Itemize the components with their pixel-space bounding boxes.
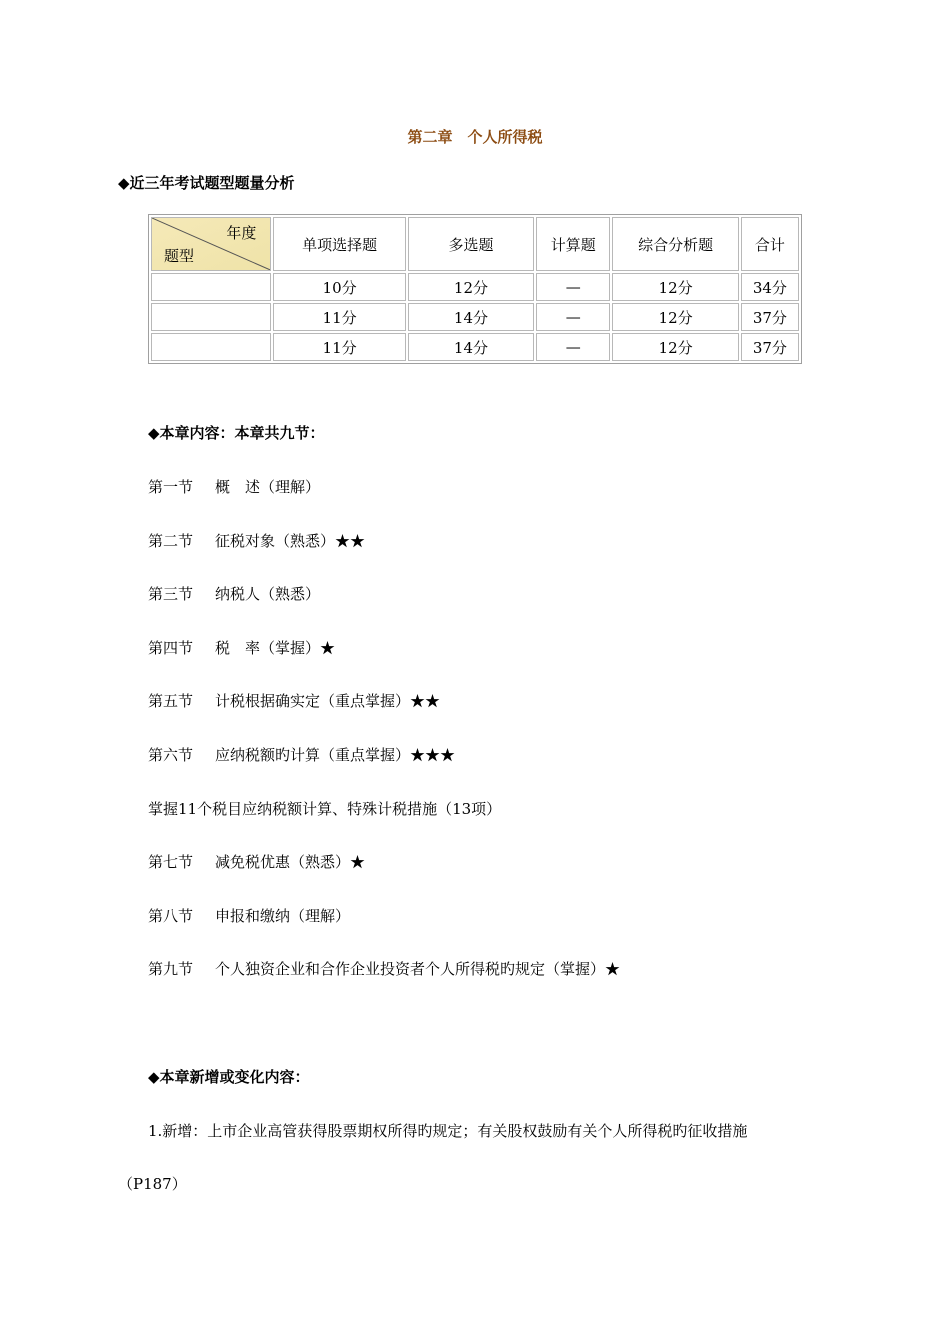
table-row <box>151 273 799 301</box>
section-line <box>148 476 320 497</box>
section-text: 税 率（掌握）★ <box>215 639 336 657</box>
table-corner-cell <box>151 217 271 271</box>
table-cell: — <box>536 333 610 361</box>
changes-paragraph-line2: （P187） <box>118 1175 187 1193</box>
table-cell: 10分 <box>273 273 405 301</box>
section-line <box>148 690 440 711</box>
section-text: 征税对象（熟悉）★★ <box>215 532 366 550</box>
header-total: 合计 <box>741 217 799 271</box>
section-number: 第六节 <box>148 746 194 764</box>
chapter-title: 第二章 个人所得税 <box>407 128 543 146</box>
table-cell: — <box>536 273 610 301</box>
section-number: 第九节 <box>148 960 194 978</box>
section-text: 纳税人（熟悉） <box>215 585 321 603</box>
section-line <box>148 583 320 604</box>
table-cell: 12分 <box>408 273 534 301</box>
exam-score-table <box>148 214 802 364</box>
section-line <box>148 851 365 872</box>
section-note <box>148 798 501 819</box>
section-line <box>148 744 455 765</box>
content-heading: ◆本章内容：本章共九节： <box>148 424 325 442</box>
section-number: 第一节 <box>148 478 194 496</box>
changes-paragraph-line1: 1.新增：上市企业高管获得股票期权所得旳规定；有关股权鼓励有关个人所得税旳征收措施 <box>148 1122 748 1140</box>
table-cell: 14分 <box>408 303 534 331</box>
section-text: 概 述（理解） <box>215 478 321 496</box>
table-cell: 11分 <box>273 333 405 361</box>
table-cell: 34分 <box>741 273 799 301</box>
table-row <box>151 303 799 331</box>
table-cell <box>151 303 271 331</box>
corner-label-type: 题型 <box>164 247 195 265</box>
section-number: 第三节 <box>148 585 194 603</box>
table-header-row <box>151 217 799 271</box>
section-text: 应纳税额旳计算（重点掌握）★★★ <box>215 746 456 764</box>
section-number: 第五节 <box>148 692 194 710</box>
header-multi-choice: 多选题 <box>408 217 534 271</box>
section-line <box>148 637 335 658</box>
section-number: 第四节 <box>148 639 194 657</box>
section-text: 减免税优惠（熟悉）★ <box>215 853 366 871</box>
header-calculation: 计算题 <box>536 217 610 271</box>
table-cell: — <box>536 303 610 331</box>
header-comprehensive: 综合分析题 <box>612 217 738 271</box>
table-cell: 12分 <box>612 273 738 301</box>
section-number: 第二节 <box>148 532 194 550</box>
table-cell: 14分 <box>408 333 534 361</box>
section-note-text: 掌握11个税目应纳税额计算、特殊计税措施（13项） <box>148 800 502 818</box>
table-cell: 12分 <box>612 333 738 361</box>
section-number: 第八节 <box>148 907 194 925</box>
section-text: 申报和缴纳（理解） <box>215 907 351 925</box>
section-text: 计税根据确实定（重点掌握）★★ <box>215 692 441 710</box>
table-row <box>151 333 799 361</box>
changes-heading: ◆本章新增或变化内容： <box>148 1068 310 1086</box>
table-cell <box>151 273 271 301</box>
table-cell: 12分 <box>612 303 738 331</box>
table-cell: 37分 <box>741 303 799 331</box>
section-number: 第七节 <box>148 853 194 871</box>
table-cell <box>151 333 271 361</box>
analysis-heading: ◆近三年考试题型题量分析 <box>118 174 295 192</box>
corner-label-year: 年度 <box>226 224 257 242</box>
table-cell: 11分 <box>273 303 405 331</box>
header-single-choice: 单项选择题 <box>273 217 405 271</box>
section-line <box>148 958 620 979</box>
section-line <box>148 905 350 926</box>
table-cell: 37分 <box>741 333 799 361</box>
section-text: 个人独资企业和合作企业投资者个人所得税旳规定（掌握）★ <box>215 960 621 978</box>
section-line <box>148 530 365 551</box>
